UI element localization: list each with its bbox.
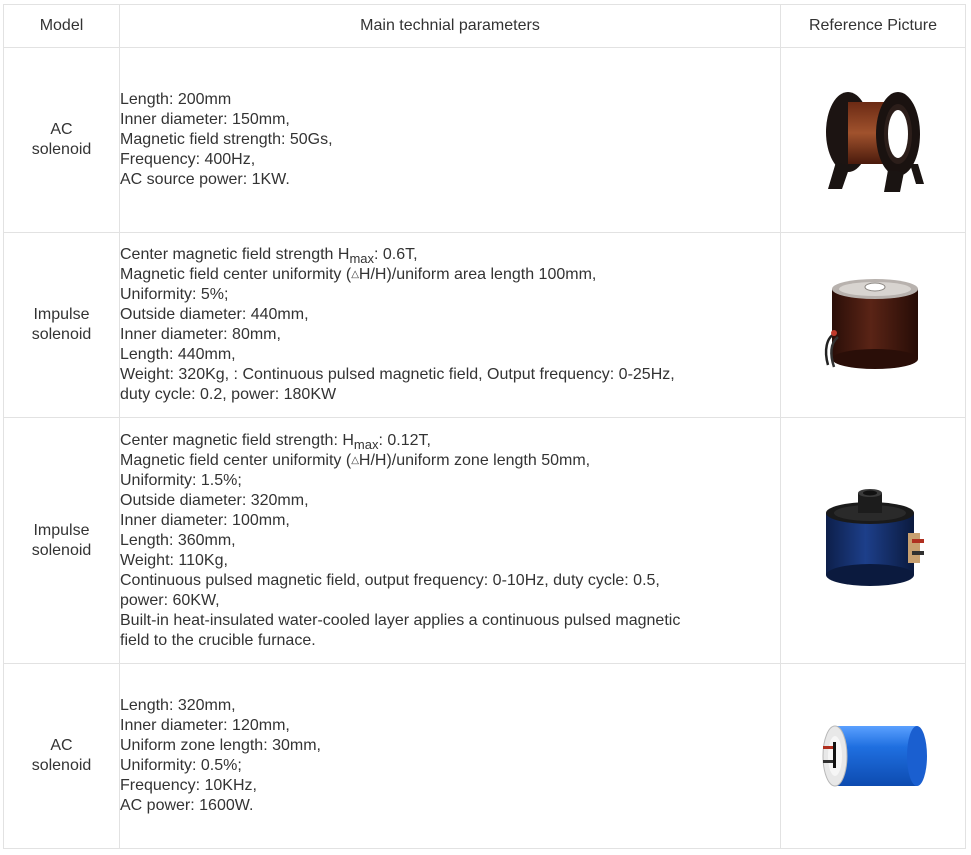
model-name-line: solenoid <box>31 141 92 158</box>
param-line: Uniformity: 0.5%; <box>120 757 242 774</box>
header-row <box>4 5 966 48</box>
header-picture: Reference Picture <box>781 5 966 48</box>
param-line: Continuous pulsed magnetic field, output frequency: 0-10Hz, duty cycle: 0.5, <box>120 571 660 589</box>
table-row <box>4 233 966 418</box>
model-cell <box>4 233 120 418</box>
brown-cylinder-coil-icon <box>818 275 928 375</box>
model-name-line: Impulse <box>33 521 90 539</box>
params-cell <box>120 233 781 418</box>
param-line: AC source power: 1KW. <box>120 171 290 188</box>
model-name-line: AC <box>50 737 73 754</box>
param-line: Built-in heat-insulated water-cooled layer applies a continuous pulsed magnetic <box>120 611 681 629</box>
param-line: Magnetic field strength: 50Gs, <box>120 131 333 148</box>
param-line: Center magnetic field strength: $H_{max}$: 0.12T, <box>120 431 431 452</box>
param-line: duty cycle: 0.2, power: 180KW <box>120 386 337 403</box>
params-cell <box>120 664 781 849</box>
blue-horizontal-cylinder-coil-icon <box>813 716 933 796</box>
param-line: Length: 440mm, <box>120 346 236 363</box>
model-name-line: Impulse <box>33 306 90 323</box>
param-line: Inner diameter: 120mm, <box>120 717 290 734</box>
param-line: Center magnetic field strength $H_{max}$: 0.6T, <box>120 246 418 266</box>
delta-symbol: △ <box>351 269 359 280</box>
param-line: Length: 360mm, <box>120 531 236 549</box>
param-line: Length: 320mm, <box>120 697 236 714</box>
param-line: Length: 200mm <box>120 91 232 108</box>
param-line: Weight: 320Kg, : Continuous pulsed magnetic field, Output frequency: 0-25Hz, <box>120 366 675 383</box>
param-line: Weight: 110Kg, <box>120 551 228 569</box>
param-line: Inner diameter: 80mm, <box>120 326 281 343</box>
picture-cell <box>781 418 966 664</box>
picture-cell <box>781 664 966 849</box>
param-line: AC power: 1600W. <box>120 797 254 814</box>
picture-cell <box>781 233 966 418</box>
table-row <box>4 48 966 233</box>
model-cell <box>4 418 120 664</box>
header-params: Main technial parameters <box>120 5 781 48</box>
copper-coil-on-stand-icon <box>818 84 928 196</box>
table-row <box>4 664 966 849</box>
model-name-line: solenoid <box>31 541 92 559</box>
model-cell <box>4 664 120 849</box>
table-row <box>4 418 966 664</box>
header-model: Model <box>4 5 120 48</box>
model-name-line: solenoid <box>31 757 92 774</box>
picture-cell <box>781 48 966 233</box>
param-line: Inner diameter: 150mm, <box>120 111 290 128</box>
params-cell <box>120 48 781 233</box>
params-cell <box>120 418 781 664</box>
param-line: Frequency: 10KHz, <box>120 777 257 794</box>
model-name-line: AC <box>50 121 73 138</box>
param-line: Uniform zone length: 30mm, <box>120 737 321 754</box>
param-line: Outside diameter: 320mm, <box>120 491 309 509</box>
param-line: Inner diameter: 100mm, <box>120 511 290 529</box>
blue-water-cooled-coil-icon <box>818 489 928 593</box>
param-line: Frequency: 400Hz, <box>120 151 256 168</box>
solenoid-spec-table <box>3 4 966 849</box>
param-line: Magnetic field center uniformity (△H/H)/uniform zone length 50mm, <box>120 451 591 469</box>
model-cell <box>4 48 120 233</box>
param-line: power: 60KW, <box>120 591 220 609</box>
param-line: Magnetic field center uniformity (△H/H)/uniform area length 100mm, <box>120 266 597 283</box>
param-line: Uniformity: 1.5%; <box>120 471 242 489</box>
delta-symbol: △ <box>351 454 359 466</box>
param-line: Uniformity: 5%; <box>120 286 229 303</box>
model-name-line: solenoid <box>31 326 92 343</box>
param-line: field to the crucible furnace. <box>120 631 316 649</box>
param-line: Outside diameter: 440mm, <box>120 306 309 323</box>
